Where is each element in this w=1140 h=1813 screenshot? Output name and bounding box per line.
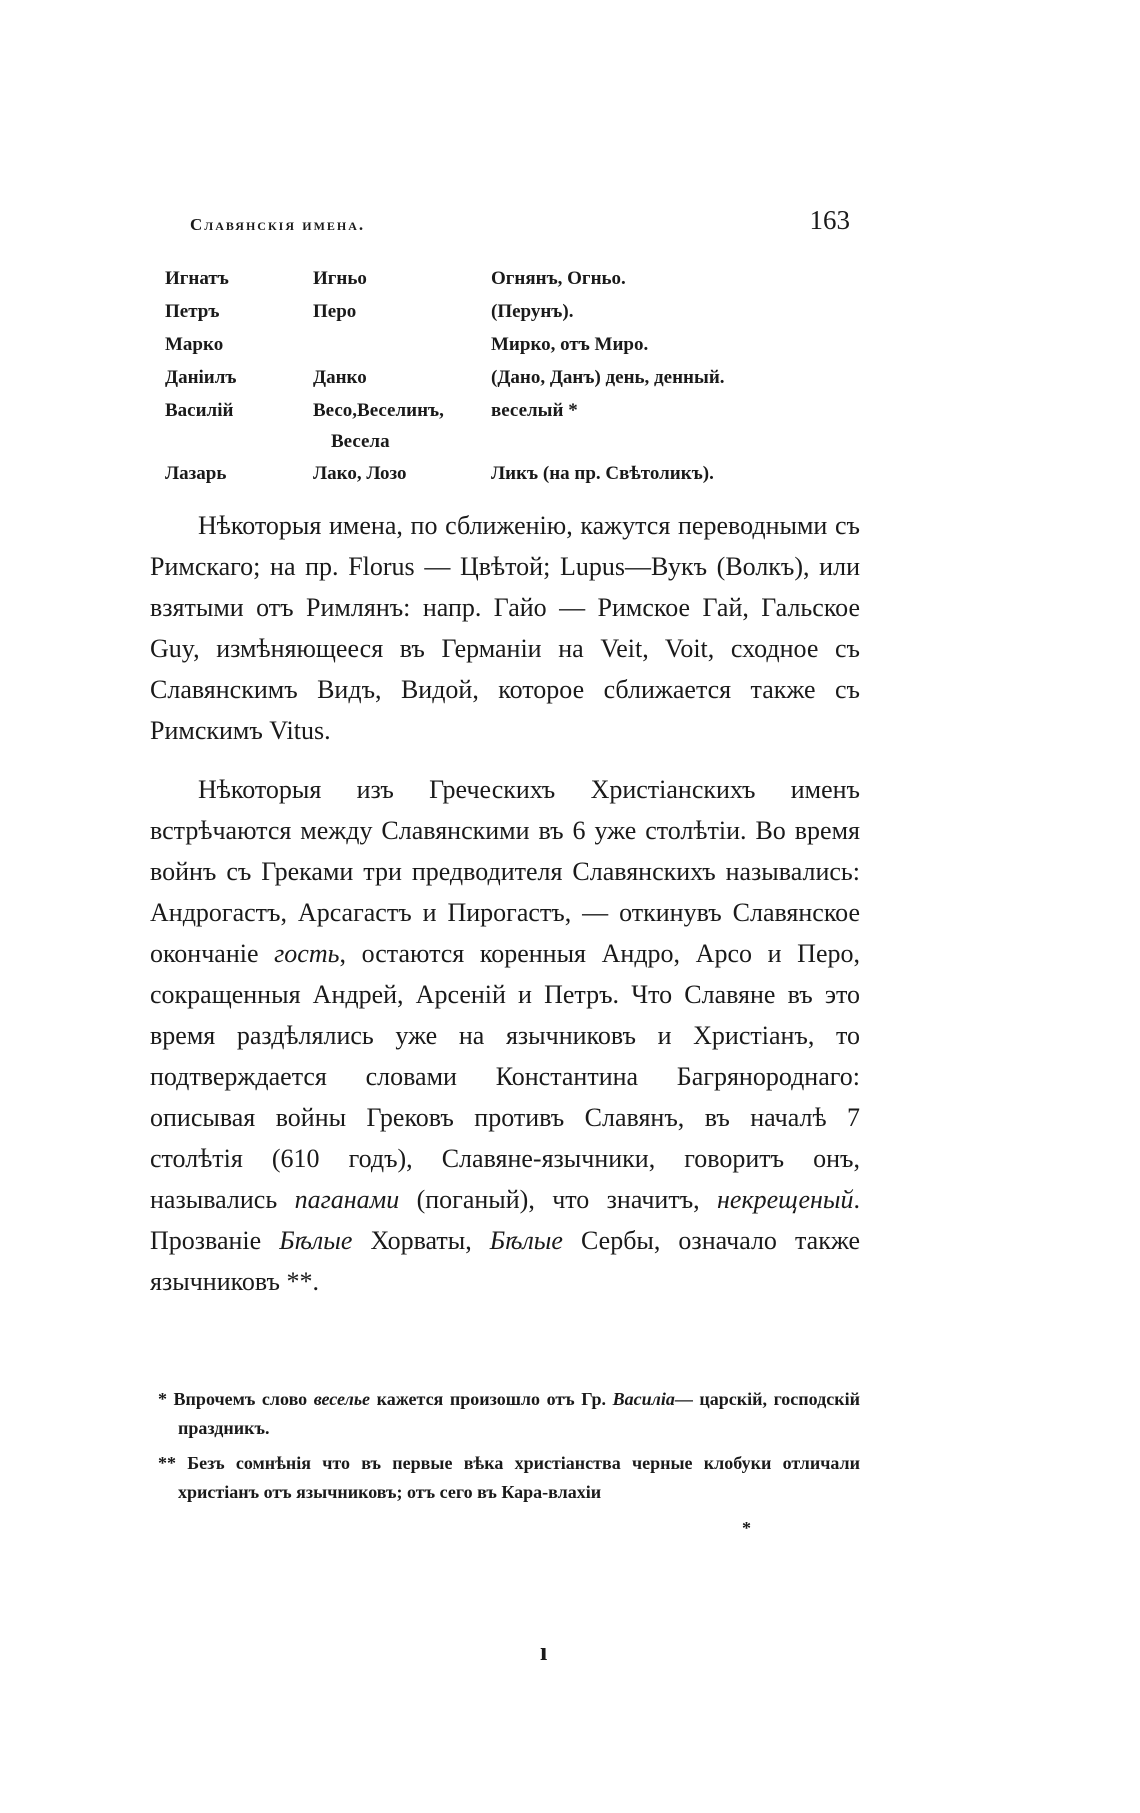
running-title: Славянскія имена.: [190, 215, 366, 234]
italic-term: Бѣлые: [489, 1226, 563, 1255]
table-cell: Лако, Лозо: [313, 462, 407, 484]
page-number: 163: [809, 205, 850, 235]
table-cell: Мирко, отъ Миро.: [491, 333, 649, 355]
table-cell: [165, 427, 313, 457]
italic-term: гость: [274, 939, 340, 968]
footnote: [150, 1385, 860, 1443]
body-text: [150, 505, 860, 1320]
page-header: [190, 205, 850, 245]
italic-term: Бѣлые: [279, 1226, 353, 1255]
italic-term: веселье: [313, 1389, 371, 1409]
table-cell: Василій: [165, 399, 234, 421]
text-span: Сербы, означало также язычниковъ **.: [150, 1226, 860, 1296]
table-row: [165, 427, 839, 457]
table-row: [165, 262, 839, 295]
table-row: [165, 394, 839, 427]
table-cell: Даніилъ: [165, 366, 237, 388]
text-span: Хорваты,: [352, 1226, 490, 1255]
stray-mark: *: [742, 1518, 751, 1538]
footnote: ** Безъ сомнѣнія что въ первые вѣка христіанства черные клобуки отличали христіанъ отъ язычниковъ; отъ сего въ Кара-влахіи: [158, 1453, 860, 1502]
names-table: [165, 262, 839, 490]
table-cell: Игнатъ: [165, 267, 229, 289]
text-span: (поганый), что значитъ,: [399, 1185, 718, 1214]
table-cell: Петръ: [165, 300, 220, 322]
table-row: [165, 457, 839, 490]
table-cell: (Перунъ).: [491, 300, 574, 322]
text-span: — царскій, господскій праздникъ.: [178, 1389, 860, 1438]
text-span: Нѣкоторыя изъ Греческихъ Христіанскихъ именъ встрѣчаются между Славянскими въ 6 уже столѣтіи. Во время войнъ съ Греками три предводителя Славянскихъ назывались: Андрогастъ, Арсагастъ и Пирогастъ, — откинувъ Славянское окончаніе: [150, 775, 860, 968]
footnotes: [150, 1385, 860, 1513]
table-cell: (Дано, Данъ) день, денный.: [491, 366, 725, 388]
text-span: , остаются коренныя Андро, Арсо и Перо, сокращенныя Андрей, Арсеній и Петръ. Что Славяне въ это время раздѣлялись уже на язычниковъ и Христіанъ, то подтверждается словами Константина Багрянороднаго: описывая войны Грековъ противъ Славянъ, въ началѣ 7 столѣтія (610 годъ), Славяне-язычники, говоритъ онъ, назывались: [150, 939, 860, 1214]
table-cell: Лазарь: [165, 462, 227, 484]
table-cell: Игньо: [313, 267, 367, 289]
italic-term: некрещеный: [717, 1185, 854, 1214]
table-row: [165, 361, 839, 394]
table-cell: [313, 328, 491, 361]
text-span: . Прозваніе: [150, 1185, 860, 1255]
table-cell: [491, 427, 839, 457]
italic-term: Василіа: [612, 1389, 675, 1409]
table-cell: Данко: [313, 366, 367, 388]
table-cell: Ликъ (на пр. Свѣтоликъ).: [491, 462, 714, 484]
text-span: кажется произошло отъ Гр.: [370, 1389, 613, 1409]
table-cell: Весо,Веселинъ,: [313, 399, 444, 421]
table-cell: Марко: [165, 333, 224, 355]
paragraph: Нѣкоторыя имена, по сближенію, кажутся переводными съ Римскаго; на пр. Florus — Цвѣтой; Lupus—Вукъ (Волкъ), или взятыми отъ Римлянъ: напр. Гайо — Римское Гай, Гальское Guy, измѣняющееся въ Германіи на Veit, Voit, сходное съ Славянскимъ Видъ, Видой, которое сближается также съ Римскимъ Vitus.: [150, 511, 860, 745]
table-cell: Перо: [313, 300, 357, 322]
text-span: * Впрочемъ слово: [158, 1389, 314, 1409]
table-cell: Весела: [331, 431, 390, 452]
table-row: [165, 295, 839, 328]
italic-term: паганами: [294, 1185, 400, 1214]
bottom-mark: ı: [540, 1637, 548, 1666]
table-cell: Огнянъ, Огньо.: [491, 267, 626, 289]
table-cell: веселый *: [491, 399, 578, 421]
paragraph: [150, 769, 860, 1302]
table-row: [165, 328, 839, 361]
